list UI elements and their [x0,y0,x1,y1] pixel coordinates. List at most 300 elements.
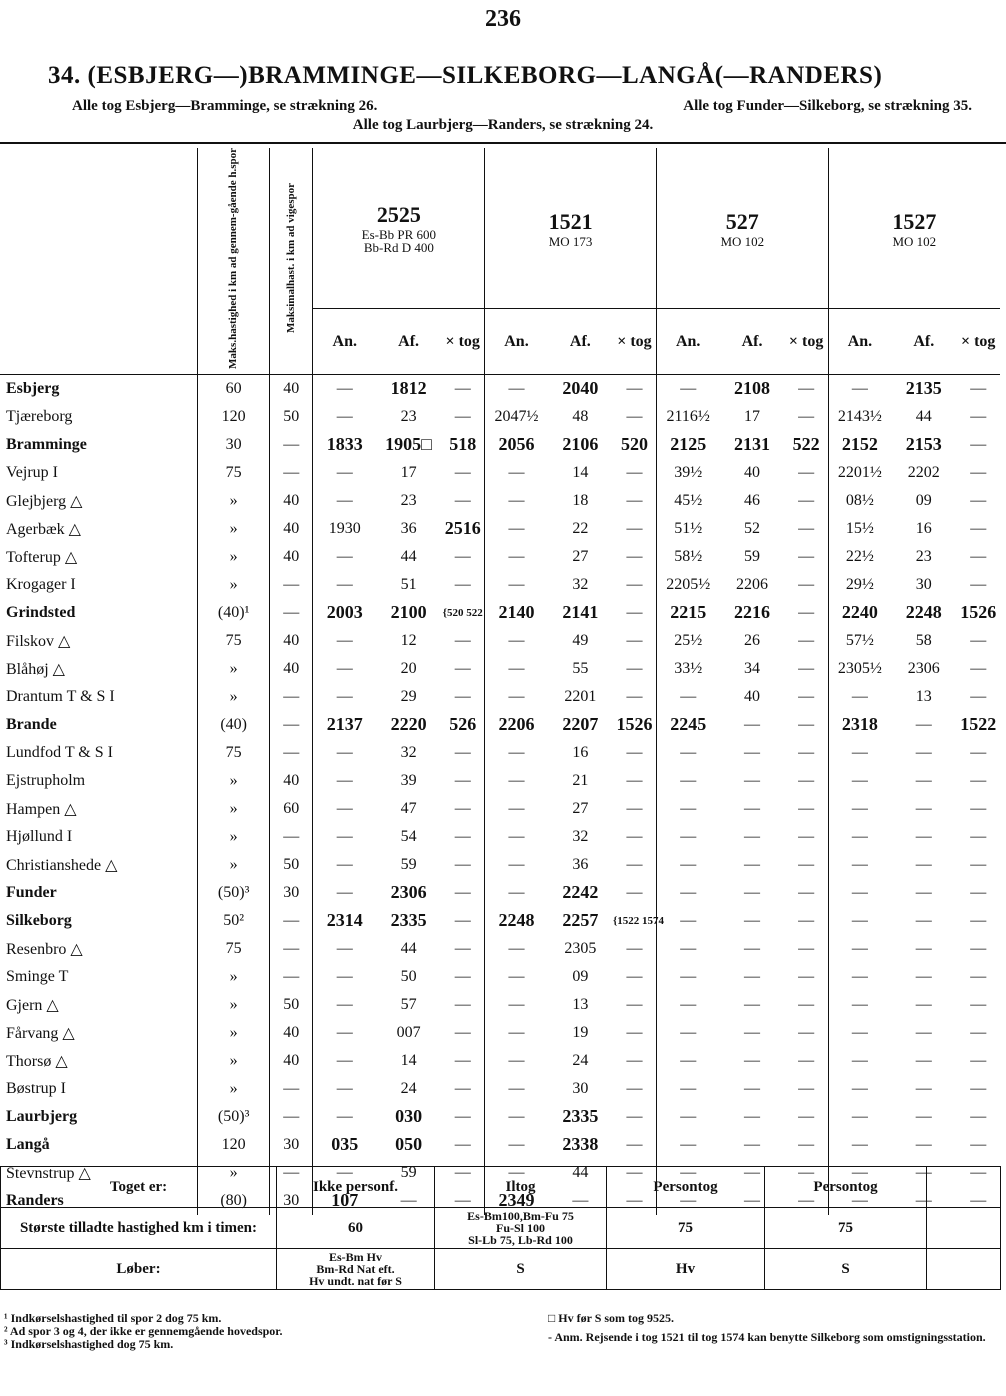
time-cell: — [441,1103,485,1131]
time-cell: — [970,519,987,537]
max-speed-label: Største tilladte hastighed km i timen: [1,1208,277,1249]
time-cell: — [613,599,656,627]
max-speed-value: » [198,1159,270,1187]
time-cell: — [613,655,656,683]
max-speed-switch-value: — [270,571,313,599]
time-cell: — [970,883,987,901]
time-cell: — [744,1107,761,1125]
time-cell: — [336,631,353,649]
time-cell: — [508,1163,525,1181]
max-speed-switch-value: 40 [270,627,313,655]
time-cell: 52 [744,519,761,537]
time-cell: 2349 [498,1190,535,1211]
time-cell: — [915,883,932,901]
time-cell: 14 [572,463,589,481]
station-name: Randers [0,1187,198,1215]
time-cell: — [744,743,761,761]
station-name: Glejbjerg △ [0,487,198,515]
max-speed-value: 75 [198,935,270,963]
max-speed-row [1,1208,1001,1249]
time-cell: 48 [572,407,589,425]
time-cell: — [970,967,987,985]
time-cell: {520 522 [441,599,485,627]
time-cell: — [744,1023,761,1041]
time-cell: — [785,935,829,963]
time-cell: — [915,771,932,789]
station-name: Fårvang △ [0,1019,198,1047]
time-cell: 59 [400,1163,417,1181]
station-name: Brande [0,711,198,739]
time-cell: — [744,771,761,789]
time-cell: — [851,1023,868,1041]
time-cell: — [680,967,697,985]
station-name: Blåhøj △ [0,655,198,683]
max-speed-value: » [198,571,270,599]
time-cell: — [680,799,697,817]
time-cell: — [508,855,525,873]
time-cell: — [508,659,525,677]
time-cell: 2245 [670,714,707,735]
table-row [0,963,1000,991]
time-cell: 2220 [390,714,427,735]
time-cell: — [970,1051,987,1069]
time-cell: — [613,683,656,711]
time-cell: — [744,1163,761,1181]
top-rule [0,142,1006,144]
time-cell: — [336,463,353,481]
time-cell: — [441,963,485,991]
empty-cell [927,1249,1001,1290]
time-cell: — [851,911,868,929]
time-cell: — [441,1187,485,1215]
time-cell: — [680,1051,697,1069]
station-name: Resenbro △ [0,935,198,963]
time-cell: — [851,855,868,873]
max-speed-switch-value: — [270,739,313,767]
time-cell: 1905□ [385,434,433,455]
time-cell: 2047½ [494,407,539,425]
time-cell: — [508,883,525,901]
station-name: Gjern △ [0,991,198,1019]
time-cell: 44 [400,547,417,565]
time-cell: — [970,687,987,705]
time-cell: 2205½ [666,575,711,593]
time-cell: 1833 [326,434,363,455]
footnote-1: ¹ Indkørselshastighed til spor 2 dog 75 km. [4,1311,222,1325]
time-cell: 44 [915,407,932,425]
station-name: Filskov △ [0,627,198,655]
max-speed-switch-value: — [270,963,313,991]
time-cell: — [441,683,485,711]
time-cell: 55 [572,659,589,677]
time-cell: — [613,487,656,515]
col-header-tog: × tog [441,309,485,375]
time-cell: 39½ [674,463,703,481]
time-cell: — [441,935,485,963]
max-speed-switch-value: 40 [270,655,313,683]
table-row [0,991,1000,1019]
time-cell: — [970,771,987,789]
time-cell: — [970,1135,987,1153]
station-name: Thorsø △ [0,1047,198,1075]
time-cell: 2306 [390,882,427,903]
time-cell: 1526 [613,711,656,739]
runner-1521: S [435,1249,607,1290]
max-speed-527: 75 [607,1208,765,1249]
time-cell: 14 [400,1051,417,1069]
max-speed-1527: 75 [765,1208,927,1249]
time-cell: — [915,1023,932,1041]
time-cell: — [680,1107,697,1125]
time-cell: 2305½ [837,659,882,677]
time-cell: — [613,935,656,963]
time-cell: — [744,995,761,1013]
time-cell: 2140 [498,602,535,623]
time-cell: — [613,374,656,403]
time-cell: — [508,631,525,649]
time-cell: — [785,1159,829,1187]
time-cell: — [915,1135,932,1153]
time-cell: 32 [572,575,589,593]
time-cell: 40 [744,687,761,705]
time-cell: 44 [400,939,417,957]
runner-527: Hv [607,1249,765,1290]
station-name: Tjæreborg [0,403,198,431]
time-cell: 19 [572,1023,589,1041]
max-speed-value: » [198,991,270,1019]
train-type-1527: Persontog [765,1167,927,1208]
col-header-af: Af. [891,309,956,375]
table-row [0,655,1000,683]
time-cell: 2306 [907,659,940,677]
max-speed-switch-value: 40 [270,1047,313,1075]
time-cell: — [915,1191,932,1209]
time-cell: — [970,659,987,677]
time-cell: — [851,1051,868,1069]
station-name: Krogager I [0,571,198,599]
time-cell: — [851,1107,868,1125]
time-cell: — [680,1079,697,1097]
time-cell: 22 [572,519,589,537]
time-cell: — [613,879,656,907]
time-cell: — [851,1135,868,1153]
station-name: Hjøllund I [0,823,198,851]
time-cell: — [508,799,525,817]
time-cell: — [915,715,932,733]
table-row [0,571,1000,599]
time-cell: — [508,995,525,1013]
time-cell: — [680,379,697,397]
max-speed-switch-value: — [270,431,313,459]
time-cell: — [785,627,829,655]
time-cell: — [336,827,353,845]
time-cell: 1930 [328,519,361,537]
time-cell: — [613,1075,656,1103]
time-cell: — [851,1191,868,1209]
time-cell: — [851,995,868,1013]
table-row [0,823,1000,851]
time-cell: 09 [572,967,589,985]
time-cell: — [785,711,829,739]
col-header-af: Af. [376,309,441,375]
table-row [0,543,1000,571]
time-cell: — [613,963,656,991]
time-cell: — [336,771,353,789]
time-cell: — [785,795,829,823]
time-cell: — [508,1051,525,1069]
station-name: Tofterup △ [0,543,198,571]
time-cell: — [915,1079,932,1097]
station-name: Lundfod T & S I [0,739,198,767]
time-cell: — [915,1051,932,1069]
time-cell: — [785,907,829,935]
time-cell: — [915,995,932,1013]
time-cell: — [508,967,525,985]
max-speed-switch-value: — [270,459,313,487]
time-cell: — [613,823,656,851]
table-row [0,739,1000,767]
col-header-af: Af. [548,309,613,375]
time-cell: — [336,687,353,705]
max-speed-switch-value: — [270,823,313,851]
timetable [0,148,1000,1215]
time-cell: — [441,1075,485,1103]
max-speed-switch-value: 30 [270,879,313,907]
runner-label: Løber: [1,1249,277,1290]
footnote-2: ² Ad spor 3 og 4, der ikke er gennemgående hovedspor. [4,1324,283,1338]
time-cell: — [785,851,829,879]
time-cell: 39 [400,771,417,789]
time-cell: 30 [572,1079,589,1097]
time-cell: — [508,1107,525,1125]
time-cell: — [785,599,829,627]
time-cell: 2206 [736,575,769,593]
time-cell: — [744,883,761,901]
time-cell: — [441,459,485,487]
time-cell: 30 [915,575,932,593]
train-type-527: Persontog [607,1167,765,1208]
time-cell: {1522 1574 [613,907,656,935]
time-cell: 17 [744,407,761,425]
time-cell: 40 [744,463,761,481]
time-cell: — [441,879,485,907]
time-cell: — [744,799,761,817]
max-speed-value: » [198,851,270,879]
time-cell: — [613,1159,656,1187]
timetable-title: 34. (ESBJERG—)BRAMMINGE—SILKEBORG—LANGÅ(—RANDERS) [48,62,883,89]
time-cell: — [680,771,697,789]
time-cell: 2248 [905,602,942,623]
time-cell: — [613,1103,656,1131]
subtitle-line-2: Alle tog Laurbjerg—Randers, se strækning 24. [352,117,654,133]
time-cell: — [508,743,525,761]
time-cell: — [785,767,829,795]
max-speed-value: » [198,487,270,515]
page-number: 236 [485,6,521,32]
max-speed-value: (40)¹ [198,599,270,627]
time-cell: 45½ [674,491,703,509]
table-row [0,1103,1000,1131]
max-speed-value: 60 [198,374,270,403]
time-cell: — [508,547,525,565]
time-cell: — [785,374,829,403]
max-speed-value: 120 [198,1131,270,1159]
time-cell: — [441,767,485,795]
time-cell: — [970,379,987,397]
max-speed-1521: Es-Bm100,Bm-Fu 75 Fu-Sl 100 Sl-Lb 75, Lb-Rd 100 [435,1208,607,1249]
time-cell: 2137 [326,714,363,735]
station-name: Stevnstrup △ [0,1159,198,1187]
table-row [0,599,1000,627]
time-cell: 2335 [390,910,427,931]
time-cell: — [970,995,987,1013]
time-cell: 36 [572,855,589,873]
time-cell: — [744,939,761,957]
station-name: Langå [0,1131,198,1159]
time-cell: — [336,743,353,761]
time-cell: — [744,827,761,845]
empty-cell [927,1208,1001,1249]
time-cell: 2108 [734,378,771,399]
table-row [0,935,1000,963]
time-cell: 2516 [441,515,485,543]
time-cell: — [744,1135,761,1153]
table-row [0,1047,1000,1075]
station-name: Bøstrup I [0,1075,198,1103]
time-cell: — [785,823,829,851]
time-cell: — [613,991,656,1019]
time-cell: — [441,403,485,431]
time-cell: — [915,827,932,845]
time-cell: — [508,1023,525,1041]
max-speed-switch-value: — [270,935,313,963]
col-header-an: An. [656,309,719,375]
time-cell: — [970,491,987,509]
table-row [0,683,1000,711]
time-cell: — [441,571,485,599]
max-speed-switch-value: — [270,1159,313,1187]
time-cell: 27 [572,799,589,817]
max-speed-switch-value: — [270,1075,313,1103]
time-cell: 520 [613,431,656,459]
time-cell: 20 [400,659,417,677]
time-cell: — [613,571,656,599]
col-header-tog: × tog [785,309,829,375]
time-cell: — [336,1023,353,1041]
time-cell: 23 [915,547,932,565]
time-cell: 2143½ [837,407,882,425]
time-cell: — [851,827,868,845]
time-cell: — [441,487,485,515]
time-cell: 2240 [841,602,878,623]
table-row [0,1131,1000,1159]
max-speed-switch-value: 40 [270,1019,313,1047]
train-header-1521: 1521 MO 173 [485,148,657,309]
time-cell: 16 [572,743,589,761]
station-header [0,148,198,374]
time-cell: — [744,1051,761,1069]
time-cell: — [441,823,485,851]
time-cell: 2242 [562,882,599,903]
station-name: Agerbæk △ [0,515,198,543]
time-cell: — [785,543,829,571]
time-cell: — [970,631,987,649]
time-cell: — [441,1131,485,1159]
time-cell: — [785,1103,829,1131]
time-cell: — [508,827,525,845]
time-cell: 2201 [564,687,597,705]
max-speed-value: » [198,515,270,543]
time-cell: 2338 [562,1134,599,1155]
time-cell: — [970,1191,987,1209]
footnote-3: ³ Indkørselshastighed dog 75 km. [4,1337,174,1351]
time-cell: 1526 [960,602,997,623]
time-cell: 23 [400,491,417,509]
time-cell: — [970,407,987,425]
table-row [0,711,1000,739]
time-cell: — [441,374,485,403]
max-speed-value: » [198,767,270,795]
time-cell: — [785,459,829,487]
time-cell: — [785,879,829,907]
time-cell: — [970,911,987,929]
max-speed-value: » [198,683,270,711]
station-name: Laurbjerg [0,1103,198,1131]
time-cell: 09 [915,491,932,509]
time-cell: 54 [400,827,417,845]
train-info-table [0,1166,1001,1290]
table-row [0,431,1000,459]
time-cell: — [680,1191,697,1209]
time-cell: — [613,1187,656,1215]
time-cell: — [744,967,761,985]
time-cell: 2141 [562,602,599,623]
time-cell: 2135 [905,378,942,399]
time-cell: — [336,407,353,425]
time-cell: — [785,571,829,599]
time-cell: 2318 [841,714,878,735]
table-row [0,879,1000,907]
table-row [0,907,1000,935]
station-name: Bramminge [0,431,198,459]
time-cell: — [336,939,353,957]
table-row [0,1075,1000,1103]
time-cell: — [785,963,829,991]
table-row [0,795,1000,823]
time-cell: — [572,1191,589,1209]
time-cell: 2152 [841,434,878,455]
time-cell: — [785,1047,829,1075]
table-row [0,515,1000,543]
time-cell: 32 [400,743,417,761]
time-cell: — [441,907,485,935]
table-row [0,767,1000,795]
time-cell: 18 [572,491,589,509]
time-cell: 23 [400,407,417,425]
time-cell: 32 [572,827,589,845]
time-cell: — [680,1023,697,1041]
time-cell: — [508,687,525,705]
timetable-body [0,374,1000,1215]
max-speed-value: 30 [198,431,270,459]
max-speed-value: 75 [198,627,270,655]
time-cell: — [508,379,525,397]
time-cell: — [915,1107,932,1125]
time-cell: 33½ [674,659,703,677]
time-cell: 2335 [562,1106,599,1127]
time-cell: — [336,491,353,509]
time-cell: — [970,1163,987,1181]
